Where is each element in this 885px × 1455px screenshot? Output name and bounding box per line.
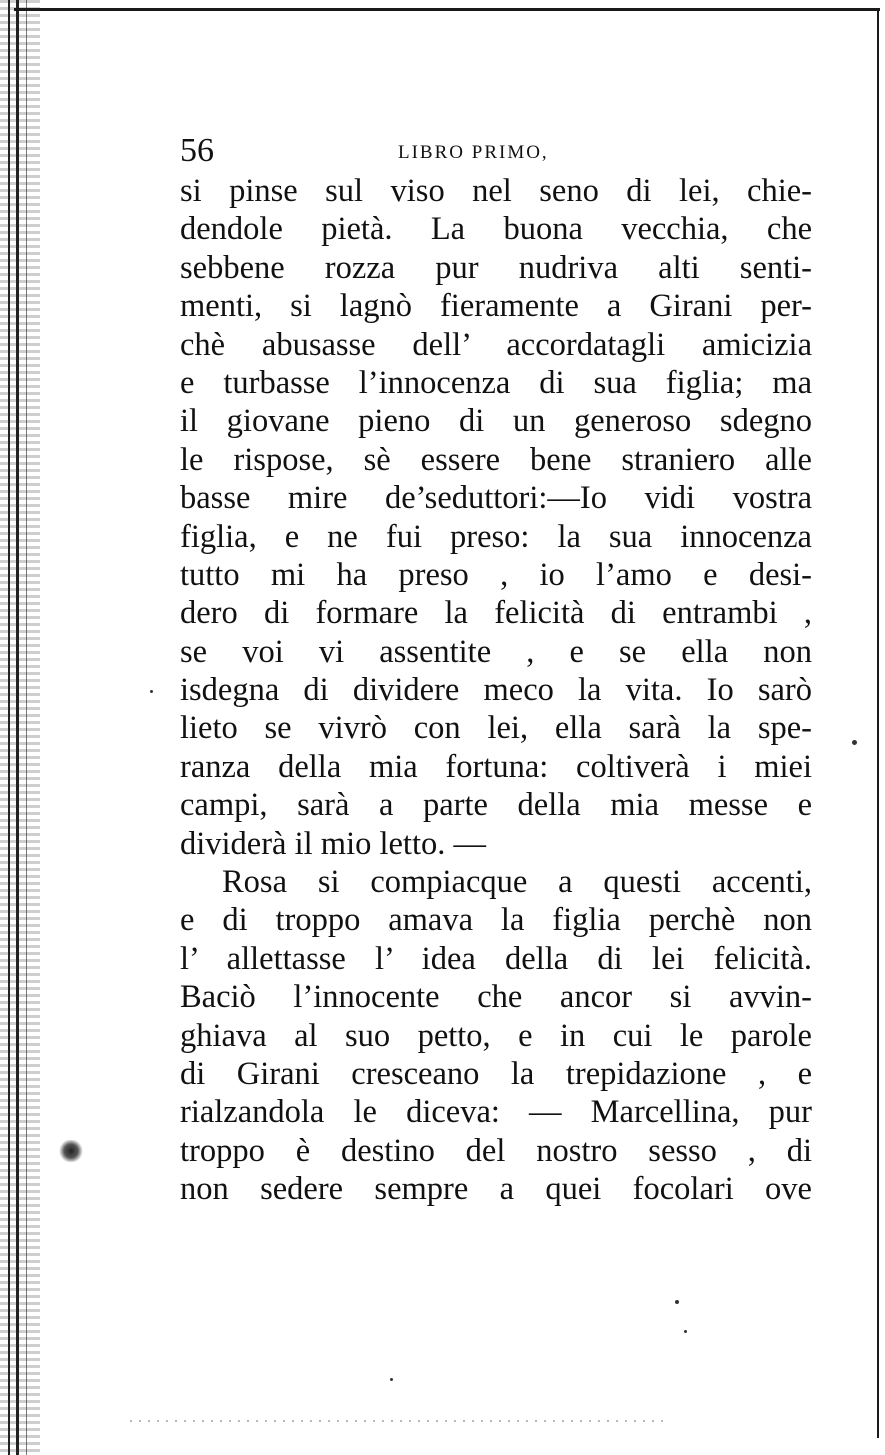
text-line: ranza della mia fortuna: coltiverà i miei [180, 748, 812, 785]
bottom-noise [130, 1420, 670, 1422]
gutter-line [26, 0, 27, 1455]
text-line: ghiava al suo petto, e in cui le parole [180, 1017, 812, 1054]
text-line: figlia, e ne fui preso: la sua innocenza [180, 518, 812, 555]
text-line: si pinse sul viso nel seno di lei, chie- [180, 173, 812, 209]
text-line: lieto se vivrò con lei, ella sarà la spe- [180, 710, 812, 747]
text-line: menti, si lagnò fieramente a Girani per- [180, 288, 812, 325]
text-line: l’ allettasse l’ idea della di lei felicità. [180, 940, 812, 977]
text-line: sebbene rozza pur nudriva alti senti- [180, 249, 812, 286]
ink-speck [852, 740, 857, 745]
paragraph-first-line: Rosa si compiacque a questi accenti, [222, 864, 812, 901]
page-header [180, 130, 820, 172]
text-line: dividerà il mio letto. — [180, 825, 486, 862]
text-line: campi, sarà a parte della mia messe e [180, 787, 812, 824]
ink-blot [58, 1140, 84, 1162]
running-head: LIBRO PRIMO, [398, 142, 549, 163]
text-line: troppo è destino del nostro sesso , di [180, 1132, 812, 1169]
text-line: le rispose, sè essere bene straniero alle [180, 441, 812, 478]
text-line: chè abusasse dell’ accordatagli amicizia [180, 326, 812, 363]
text-line: e turbasse l’innocenza di sua figlia; ma [180, 364, 812, 401]
gutter-line [8, 0, 10, 1455]
text-line: il giovane pieno di un generoso sdegno [180, 403, 812, 440]
text-line: di Girani cresceano la trepidazione , e [180, 1055, 812, 1092]
text-line: basse mire de’seduttori:—Io vidi vostra [180, 480, 812, 517]
ink-speck [684, 1330, 687, 1333]
text-line: e di troppo amava la figlia perchè non [180, 902, 812, 939]
text-line: isdegna di dividere meco la vita. Io sarò [180, 672, 812, 709]
binding-gutter [0, 0, 40, 1455]
text-line: non sedere sempre a quei focolari ove [180, 1171, 812, 1208]
text-line: Baciò l’innocente che ancor si avvin- [180, 979, 812, 1016]
page-edge-right [877, 8, 879, 1438]
gutter-line [16, 0, 19, 1455]
ink-speck [675, 1300, 679, 1304]
text-line: dero di formare la felicità di entrambi , [180, 595, 812, 632]
page-number: 56 [180, 132, 214, 169]
page-edge-top [14, 8, 880, 11]
ink-speck [390, 1378, 393, 1381]
ink-speck [150, 690, 153, 693]
text-line: se voi vi assentite , e se ella non [180, 633, 812, 670]
text-line: dendole pietà. La buona vecchia, che [180, 211, 812, 248]
text-line: tutto mi ha preso , io l’amo e desi- [180, 556, 812, 593]
text-line: rialzandola le diceva: — Marcellina, pur [180, 1094, 812, 1131]
body-text [180, 172, 812, 1209]
